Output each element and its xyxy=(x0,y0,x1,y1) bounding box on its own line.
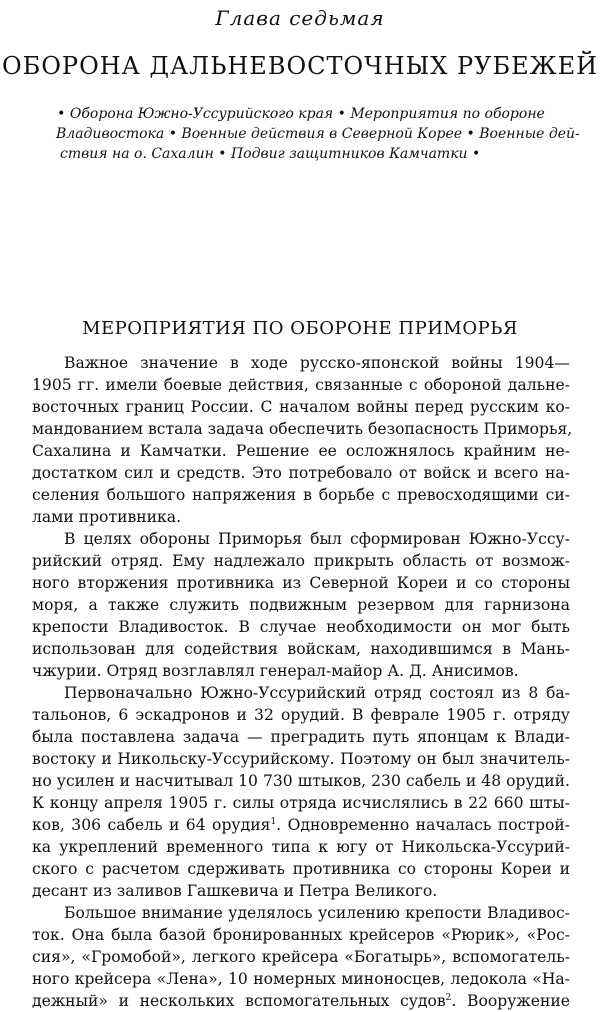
text-line: востоку и Никольску-Уссурийскому. Поэтому он был значитель- xyxy=(32,750,570,768)
text-line: сия», «Громобой», легкого крейсера «Богатырь», вспомогатель- xyxy=(32,948,570,966)
text-line: использован для содействия войскам, находившимся в Мань- xyxy=(32,640,570,658)
text-line: селения большого напряжения в борьбе с превосходящими си- xyxy=(32,486,570,504)
text-line: ного крейсера «Лена», 10 номерных миноносцев, ледокола «На- xyxy=(32,970,570,988)
text-fragment: ков, 306 сабель и 64 орудия xyxy=(32,816,271,834)
text-fragment: Вооружение xyxy=(467,992,570,1010)
text-line: моря, а также служить подвижным резервом для гарнизона xyxy=(32,596,570,614)
text-line: достатком сил и средств. Это потребовало от войск и всего на- xyxy=(32,464,570,482)
contents-line: ствия на о. Сахалин • Подвиг защитников Камчатки • xyxy=(60,146,481,162)
contents-line: Владивостока • Военные действия в Северной Корее • Военные дей- xyxy=(56,126,580,142)
text-line: ка укреплений временного типа к югу от Никольска-Уссурий- xyxy=(32,838,570,856)
text-line: ток. Она была базой бронированных крейсеров «Рюрик», «Рос- xyxy=(32,926,570,944)
text-fragment: Одновременно началась построй- xyxy=(287,816,571,834)
contents-line: • Оборона Южно-Уссурийского края • Мероприятия по обороне xyxy=(57,106,545,122)
text-line: крепости Владивосток. В случае необходимости он мог быть xyxy=(32,618,570,636)
text-line: В целях обороны Приморья был сформирован Южно-Уссу- xyxy=(64,530,570,548)
chapter-contents xyxy=(56,104,580,164)
section-title: МЕРОПРИЯТИЯ ПО ОБОРОНЕ ПРИМОРЬЯ xyxy=(82,318,518,339)
text-line: ного вторжения противника из Северной Кореи и со стороны xyxy=(32,574,570,592)
text-line: была поставлена задача — преградить путь японцам к Влади- xyxy=(32,728,570,746)
text-line-with-footnote: ков, 306 сабель и 64 орудия$^1$. Одновременно началась построй- xyxy=(32,816,571,834)
text-line: восточных границ России. С началом войны перед русским ко- xyxy=(32,398,570,416)
text-line: К концу апреля 1905 г. силы отряда исчислялись в 22 660 шты- xyxy=(32,794,570,812)
text-line: десант из заливов Гашкевича и Петра Великого. xyxy=(32,882,438,900)
footnote-mark: 2 xyxy=(445,992,452,1003)
text-line: мандованием встала задача обеспечить безопасность Приморья, xyxy=(32,420,573,438)
text-line-with-footnote: дежный» и нескольких вспомогательных судов$^2$. Вооружение xyxy=(32,992,570,1010)
text-line: ского с расчетом сдерживать противника со стороны Кореи и xyxy=(32,860,570,878)
chapter-title: ОБОРОНА ДАЛЬНЕВОСТОЧНЫХ РУБЕЖЕЙ xyxy=(1,52,599,80)
footnote-mark: 1 xyxy=(270,816,277,827)
text-line: Первоначально Южно-Уссурийский отряд состоял из 8 ба- xyxy=(64,684,570,702)
text-line: Важное значение в ходе русско-японской войны 1904— xyxy=(64,354,570,372)
body-text xyxy=(32,352,573,1012)
text-line: тальонов, 6 эскадронов и 32 орудий. В феврале 1905 г. отряду xyxy=(32,706,570,724)
text-line: Большое внимание уделялось усилению крепости Владивос- xyxy=(64,904,570,922)
text-line: но усилен и насчитывал 10 730 штыков, 230 сабель и 48 орудий. xyxy=(32,772,570,790)
text-fragment: дежный» и нескольких вспомогательных судов xyxy=(32,992,446,1010)
text-line: Сахалина и Камчатки. Решение ее осложнялось крайним не- xyxy=(32,442,570,460)
text-line: чжурии. Отряд возглавлял генерал-майор А. Д. Анисимов. xyxy=(32,662,519,680)
text-line: 1905 гг. имели боевые действия, связанные с обороной дальне- xyxy=(32,376,570,394)
text-line: лами противника. xyxy=(32,508,182,526)
chapter-label: Глава седьмая xyxy=(215,6,385,30)
text-line: рийский отряд. Ему надлежало прикрыть область от возмож- xyxy=(32,552,570,570)
